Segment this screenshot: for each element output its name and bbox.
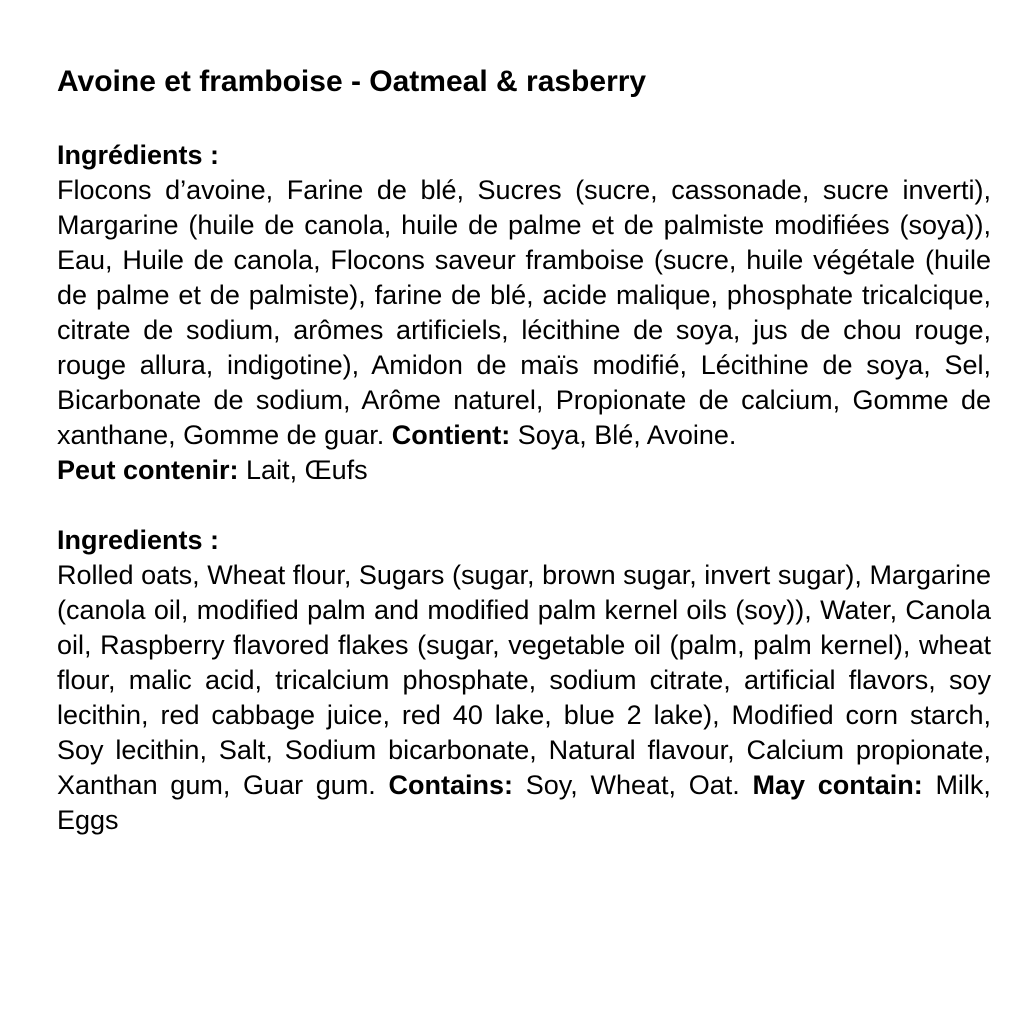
english-contains-label: Contains: xyxy=(388,770,514,800)
english-may-contain-value: Milk, Eggs xyxy=(57,770,991,835)
french-contains-value: Soya, Blé, Avoine. xyxy=(517,420,737,450)
french-contains-label: Contient: xyxy=(391,420,511,450)
french-may-contain-value: Lait, Œufs xyxy=(246,455,368,485)
english-ingredients-list: Rolled oats, Wheat flour, Sugars (sugar, brown sugar, invert sugar), Margarine (canola oil, modified palm and modified palm kernel oils (soy)), Water, Canola oil, Raspberry flavored flakes (sugar, vegetable oil (palm, palm kernel), wheat flour, malic acid, tricalcium phosphate, sodium citrate, artificial flavors, soy lecithin, red cabbage juice, red 40 lake, blue 2 lake), Modified corn starch, Soy lecithin, Salt, Sodium bicarbonate, Natural flavour, Calcium propionate, Xanthan gum, Guar gum. xyxy=(57,560,991,800)
french-ingredients-heading: Ingrédients : xyxy=(57,140,220,170)
french-ingredients-section xyxy=(57,138,991,488)
english-ingredients-section xyxy=(57,523,991,838)
english-ingredients-heading: Ingredients : xyxy=(57,525,220,555)
product-title: Avoine et framboise - Oatmeal & rasberry xyxy=(57,65,647,98)
french-ingredients-list: Flocons d’avoine, Farine de blé, Sucres (sucre, cassonade, sucre inverti), Margarine (huile de canola, huile de palme et de palmiste modifiées (soya)), Eau, Huile de canola, Flocons saveur framboise (sucre, huile végétale (huile de palme et de palmiste), farine de blé, acide malique, phosphate tricalcique, citrate de sodium, arômes artificiels, lécithine de soya, jus de chou rouge, rouge allura, indigotine), Amidon de maïs modifié, Lécithine de soya, Sel, Bicarbonate de sodium, Arôme naturel, Propionate de calcium, Gomme de xanthane, Gomme de guar. xyxy=(57,175,991,450)
english-may-contain-label: May contain: xyxy=(752,770,923,800)
english-contains-value: Soy, Wheat, Oat. xyxy=(525,770,740,800)
ingredient-label-document xyxy=(57,64,991,838)
french-ingredients-text xyxy=(57,173,991,453)
french-may-contain-line xyxy=(57,453,991,488)
french-may-contain-label: Peut contenir: xyxy=(57,455,239,485)
english-ingredients-text xyxy=(57,558,991,838)
